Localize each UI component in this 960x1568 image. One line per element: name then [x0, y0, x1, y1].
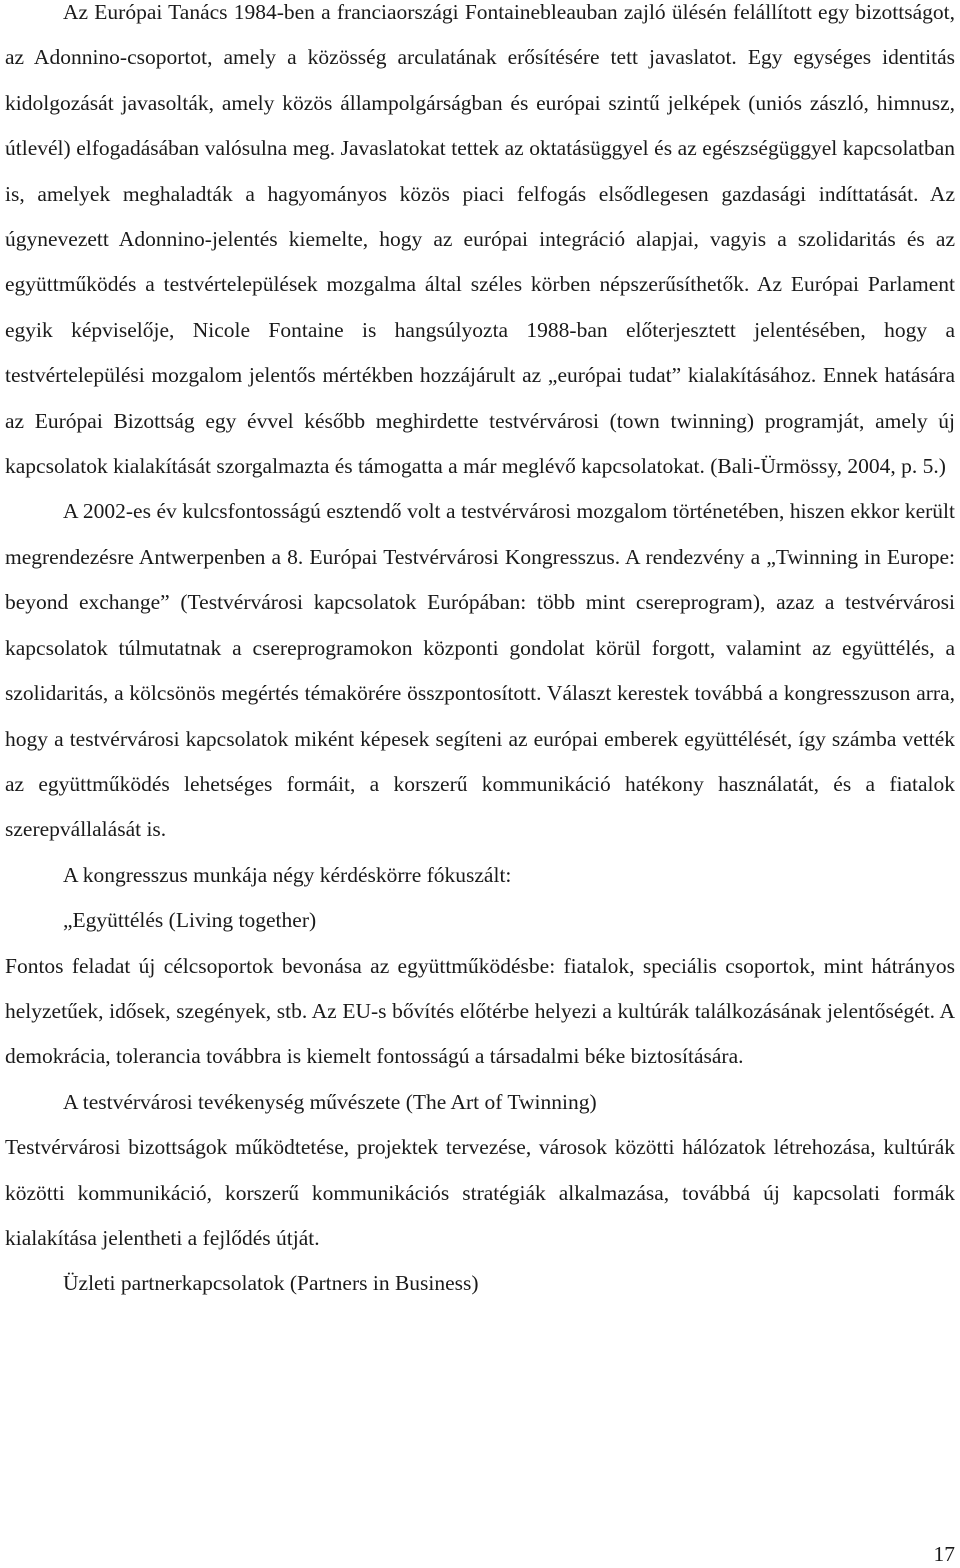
- paragraph-living-together: Fontos feladat új célcsoportok bevonása az együttműködésbe: fiatalok, speciális csoportok, mint hátrányos helyzetűek, idősek, szegények, stb. Az EU-s bővítés előtérbe helyezi a kultúrák találkozásának jelentőségét. A demokrácia, tolerancia továbbra is kiemelt fontosságú a társadalmi béke biztosítására.: [5, 953, 955, 1069]
- heading-living-together: „Együttélés (Living together): [63, 908, 317, 933]
- paragraph-adonnino: Az Európai Tanács 1984-ben a franciaországi Fontainebleauban zajló ülésén felállított egy bizottságot, az Adonnino-csoportot, amely a közösség arculatának erősítésére tett javaslatot. Egy egységes identitás kidolgozását javasolták, amely közös állampolgárságban és európai szintű jelképek (uniós zászló, himnusz, útlevél) elfogadásában valósulna meg. Javaslatokat tettek az oktatásüggyel és az egészségüggyel kapcsolatban is, amelyek meghaladták a hagyományos közös piaci felfogás elsődlegesen gazdasági indíttatását. Az úgynevezett Adonnino-jelentés kiemelte, hogy az európai integráció alapjai, vagyis a szolidaritás és az együttműködés a testvértelepülések mozgalma által széles körben népszerűsíthetők. Az Európai Parlament egyik képviselője, Nicole Fontaine is hangsúlyozta 1988-ban előterjesztett jelentésében, hogy a testvértelepülési mozgalom jelentős mértékben hozzájárult az „európai tudat” kialakításához. Ennek hatására az Európai Bizottság egy évvel később meghirdette testvérvárosi (town twinning) programját, amely új kapcsolatok kialakítását szorgalmazta és támogatta a már meglévő kapcsolatokat. (Bali-Ürmössy, 2004, p. 5.): [5, 0, 955, 479]
- heading-art-of-twinning: A testvérvárosi tevékenység művészete (The Art of Twinning): [63, 1089, 597, 1114]
- heading-partners-in-business: Üzleti partnerkapcsolatok (Partners in Business): [63, 1271, 479, 1296]
- paragraph-four-topics: A kongresszus munkája négy kérdéskörre fókuszált:: [63, 862, 512, 887]
- page-number: 17: [933, 1542, 955, 1566]
- paragraph-art-of-twinning: Testvérvárosi bizottságok működtetése, projektek tervezése, városok közötti hálózatok létrehozása, kultúrák közötti kommunikáció, korszerű kommunikációs stratégiák alkalmazása, továbbá új kapcsolati formák kialakítása jelentheti a fejlődés útját.: [5, 1135, 955, 1250]
- body-text: [5, 0, 955, 1307]
- paragraph-antwerp-congress: A 2002-es év kulcsfontosságú esztendő volt a testvérvárosi mozgalom történetében, hiszen ekkor került megrendezésre Antwerpenben a 8. Európai Testvérvárosi Kongresszus. A rendezvény a „Twinning in Europe: beyond exchange” (Testvérvárosi kapcsolatok Európában: több mint csereprogram), azaz a testvérvárosi kapcsolatok túlmutatnak a csereprogramokon központi gondolat körül forgott, valamint az együttélés, a szolidaritás, a kölcsönös megértés témakörére összpontosított. Választ kerestek továbbá a kongresszuson arra, hogy a testvérvárosi kapcsolatok miként képesek segíteni az európai emberek együttélését, így számba vették az együttműködés lehetséges formáit, a korszerű kommunikáció hatékony használatát, és a fiatalok szerepvállalását is.: [5, 499, 955, 842]
